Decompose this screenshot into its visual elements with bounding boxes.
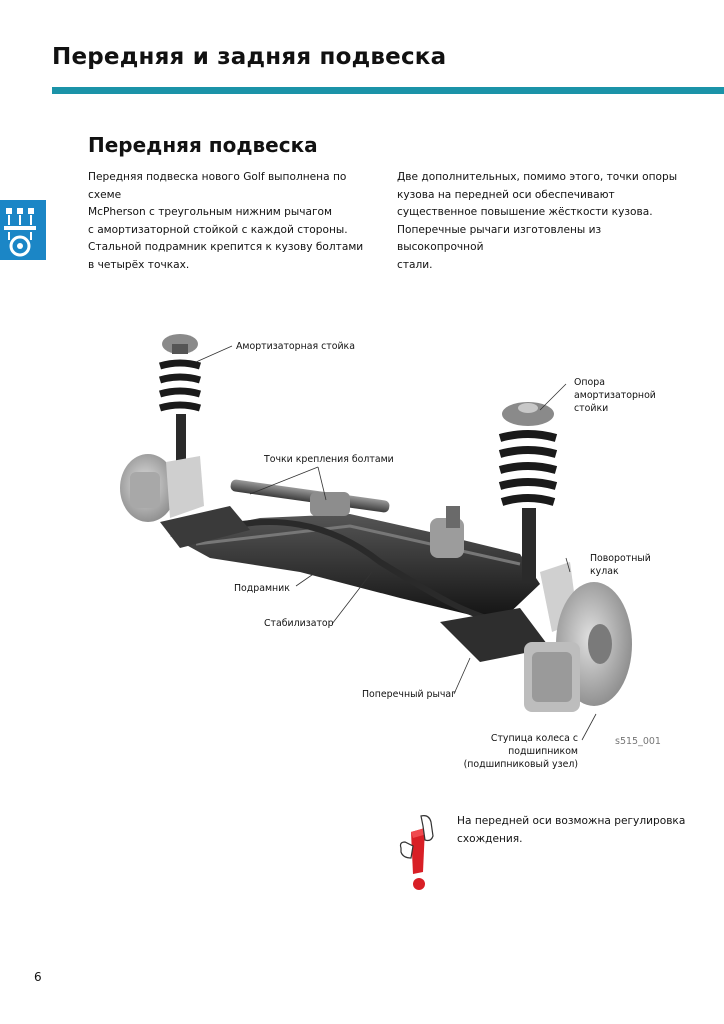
text-line: схождения. bbox=[457, 832, 523, 845]
label-line: Опора bbox=[574, 377, 605, 388]
page-title: Передняя и задняя подвеска bbox=[52, 44, 447, 70]
label-strut-mount bbox=[574, 376, 656, 415]
text-line: Передняя подвеска нового Golf выполнена по схеме bbox=[88, 171, 347, 201]
label-line: Ступица колеса с подшипником bbox=[490, 733, 578, 757]
text-line: Поперечные рычаги изготовлены из высокопрочной bbox=[397, 223, 602, 254]
text-line: с амортизаторной стойкой с каждой стороны. bbox=[88, 223, 348, 236]
front-axle-figure bbox=[100, 322, 660, 782]
text-line: На передней оси возможна регулировка bbox=[457, 815, 686, 827]
label-line: кулак bbox=[590, 566, 619, 577]
text-line: Две дополнительных, помимо этого, точки опоры bbox=[397, 171, 678, 183]
label-line: стойки bbox=[574, 403, 609, 414]
label-bolt-points: Точки крепления болтами bbox=[264, 454, 394, 465]
exclamation-hand-icon bbox=[395, 814, 447, 892]
suspension-module-icon bbox=[0, 200, 46, 260]
section-title: Передняя подвеска bbox=[88, 133, 318, 157]
text-line: кузова на передней оси обеспечивают bbox=[397, 188, 615, 201]
figure-code: s515_001 bbox=[615, 736, 661, 747]
page-number: 6 bbox=[34, 970, 42, 984]
text-line: Стальной подрамник крепится к кузову болтами bbox=[88, 241, 364, 254]
label-hub bbox=[428, 732, 578, 771]
label-strut: Амортизаторная стойка bbox=[236, 341, 355, 352]
label-line: амортизаторной bbox=[574, 390, 656, 401]
label-line: Поворотный bbox=[590, 553, 651, 564]
text-line: существенное повышение жёсткости кузова. bbox=[397, 206, 653, 219]
title-rule bbox=[52, 87, 724, 94]
label-wishbone: Поперечный рычаг bbox=[362, 689, 457, 700]
label-stabilizer: Стабилизатор bbox=[264, 618, 334, 629]
intro-left-column bbox=[88, 169, 368, 275]
label-knuckle bbox=[590, 552, 651, 578]
text-line: в четырёх точках. bbox=[88, 258, 190, 271]
label-line: (подшипниковый узел) bbox=[463, 759, 578, 770]
text-line: стали. bbox=[397, 258, 433, 271]
text-line: McPherson с треугольным нижним рычагом bbox=[88, 206, 333, 219]
label-subframe: Подрамник bbox=[234, 583, 290, 594]
intro-right-column bbox=[397, 169, 682, 275]
left-brake-shape bbox=[120, 454, 204, 522]
note-text bbox=[457, 813, 687, 848]
